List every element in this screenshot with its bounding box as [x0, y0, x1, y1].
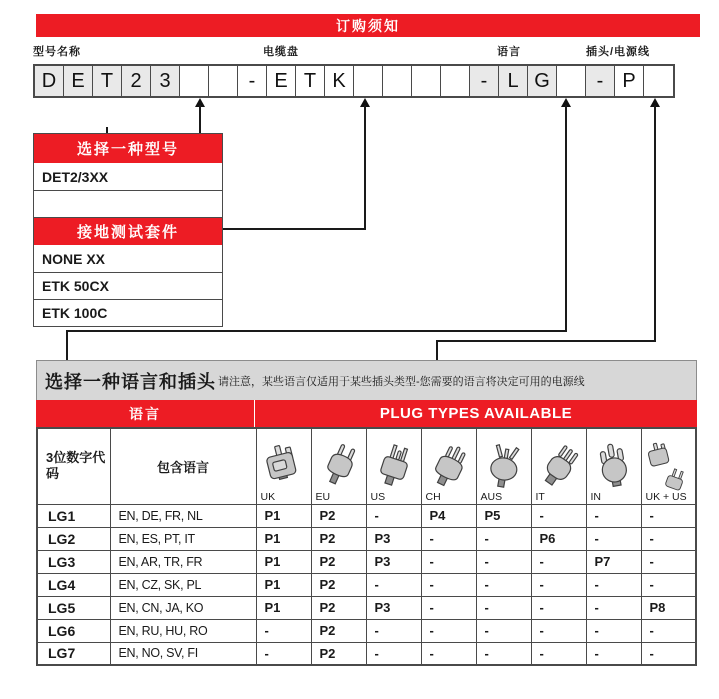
code-cell	[644, 66, 673, 96]
plug-availability-table	[36, 427, 697, 666]
code-cell: -	[470, 66, 499, 96]
plug-value: P2	[311, 596, 366, 619]
plug-value: -	[586, 573, 641, 596]
languages-list: EN, DE, FR, NL	[110, 504, 256, 527]
language-code: LG2	[37, 527, 110, 550]
plug-value: P2	[311, 619, 366, 642]
code-cell	[441, 66, 470, 96]
connector-line-language	[66, 330, 68, 360]
language-plug-section	[36, 360, 697, 666]
language-code: LG5	[37, 596, 110, 619]
languages-list: EN, AR, TR, FR	[110, 550, 256, 573]
plug-value: P7	[586, 550, 641, 573]
plug-value: -	[641, 619, 696, 642]
plug-column-us	[366, 428, 421, 504]
code-cell	[557, 66, 586, 96]
plug-value: -	[421, 642, 476, 665]
plug-type-label: CH	[425, 490, 441, 503]
kit-selector-header: 接地测试套件	[34, 217, 222, 245]
plug-value: -	[641, 642, 696, 665]
language-code: LG7	[37, 642, 110, 665]
table-row	[37, 619, 696, 642]
uk-plug-icon	[261, 440, 307, 496]
code-cell: L	[499, 66, 528, 96]
languages-list: EN, RU, HU, RO	[110, 619, 256, 642]
plug-type-label: US	[370, 490, 386, 503]
plug-value: -	[476, 573, 531, 596]
plug-value: -	[476, 642, 531, 665]
code-cell: E	[64, 66, 93, 96]
plug-value: -	[586, 642, 641, 665]
plug-value: -	[366, 642, 421, 665]
code-cell: P	[615, 66, 644, 96]
plug-value: -	[531, 596, 586, 619]
plug-value: P8	[641, 596, 696, 619]
languages-list: EN, NO, SV, FI	[110, 642, 256, 665]
model-code-grid	[33, 64, 675, 98]
plug-value: P1	[256, 596, 311, 619]
us-plug-icon	[371, 440, 417, 496]
plug-column-uk	[256, 428, 311, 504]
plug-value: P2	[311, 573, 366, 596]
table-row	[37, 550, 696, 573]
table-row	[37, 573, 696, 596]
plug-value: -	[476, 596, 531, 619]
plug-value: -	[531, 550, 586, 573]
plug-value: P2	[311, 642, 366, 665]
code-cell	[412, 66, 441, 96]
code-cell: 3	[151, 66, 180, 96]
plug-value: -	[421, 619, 476, 642]
code-cell	[354, 66, 383, 96]
languages-list: EN, CN, JA, KO	[110, 596, 256, 619]
languages-list: EN, ES, PT, IT	[110, 527, 256, 550]
plug-value: -	[256, 642, 311, 665]
connector-line-model	[199, 105, 201, 133]
plug-value: -	[531, 642, 586, 665]
code-cell: 2	[122, 66, 151, 96]
language-code: LG6	[37, 619, 110, 642]
code-cell: -	[586, 66, 615, 96]
code-cell: E	[267, 66, 296, 96]
it-plug-icon	[536, 440, 582, 496]
language-plug-section-header	[36, 360, 697, 400]
section-title: 选择一种语言和插头	[45, 371, 216, 392]
label-language: 语言	[497, 46, 521, 58]
kit-option: ETK 50CX	[34, 272, 222, 299]
connector-line-kit	[364, 105, 366, 230]
plug-value: P2	[311, 527, 366, 550]
ch-plug-icon	[426, 440, 472, 496]
plug-value: -	[586, 527, 641, 550]
in-plug-icon	[591, 440, 637, 496]
plug-value: -	[531, 619, 586, 642]
code-cell: G	[528, 66, 557, 96]
code-cell	[180, 66, 209, 96]
plug-value: -	[586, 619, 641, 642]
plug-value: -	[531, 573, 586, 596]
table-red-header	[36, 400, 697, 427]
plug-value: -	[256, 619, 311, 642]
plug-value: -	[421, 550, 476, 573]
plug-value: P2	[311, 550, 366, 573]
kit-option: ETK 100C	[34, 299, 222, 326]
label-model-name: 型号名称	[33, 46, 81, 58]
section-note: 请注意，某些语言仅适用于某些插头类型-您需要的语言将决定可用的电源线	[218, 375, 585, 388]
plug-value: P1	[256, 504, 311, 527]
code-cell: D	[35, 66, 64, 96]
plug-value: -	[366, 619, 421, 642]
language-header: 语言	[36, 400, 255, 427]
plug-value: P4	[421, 504, 476, 527]
label-cable-reel: 电缆盘	[263, 46, 299, 58]
languages-column-header: 包含语言	[110, 428, 256, 504]
plug-type-label: AUS	[480, 490, 503, 503]
plug-type-label: IT	[535, 490, 545, 503]
code-cell: K	[325, 66, 354, 96]
connector-line-plug	[436, 340, 438, 360]
plug-value: P6	[531, 527, 586, 550]
plug-value: -	[586, 504, 641, 527]
plug-value: P5	[476, 504, 531, 527]
plug-value: P1	[256, 550, 311, 573]
label-plug-cord: 插头/电源线	[586, 46, 651, 58]
code-cell	[209, 66, 238, 96]
connector-line-language	[565, 105, 567, 332]
plug-type-label: UK + US	[645, 490, 687, 503]
language-code: LG4	[37, 573, 110, 596]
plug-value: -	[421, 527, 476, 550]
table-row	[37, 642, 696, 665]
plug-value: -	[476, 527, 531, 550]
plug-column-aus	[476, 428, 531, 504]
plug-column-eu	[311, 428, 366, 504]
table-header-row	[37, 428, 696, 504]
plug-value: -	[366, 504, 421, 527]
plug-value: P2	[311, 504, 366, 527]
plug-value: -	[586, 596, 641, 619]
plug-value: -	[366, 573, 421, 596]
model-selector-header: 选择一种型号	[34, 134, 222, 163]
table-row	[37, 504, 696, 527]
plug-value: P3	[366, 596, 421, 619]
model-option: DET2/3XX	[34, 163, 222, 190]
plug-value: -	[476, 550, 531, 573]
aus-plug-icon	[481, 440, 527, 496]
code-column-header: 3位数字代码	[37, 428, 110, 504]
code-cell: -	[238, 66, 267, 96]
kit-option: NONE XX	[34, 245, 222, 272]
plug-value: -	[641, 504, 696, 527]
plug-value: -	[641, 527, 696, 550]
plug-column-it	[531, 428, 586, 504]
plug-type-label: EU	[315, 490, 331, 503]
table-row	[37, 596, 696, 619]
ordering-info-banner: 订购须知	[36, 14, 700, 37]
language-code: LG1	[37, 504, 110, 527]
plug-value: -	[531, 504, 586, 527]
plug-value: -	[476, 619, 531, 642]
uk-us-plug-icon	[644, 440, 692, 496]
languages-list: EN, CZ, SK, PL	[110, 573, 256, 596]
connector-line-kit	[223, 228, 366, 230]
plug-value: P1	[256, 527, 311, 550]
language-code: LG3	[37, 550, 110, 573]
plug-value: -	[641, 550, 696, 573]
plug-type-label: UK	[260, 490, 276, 503]
connector-line-language	[66, 330, 567, 332]
plug-column-in	[586, 428, 641, 504]
connector-line-plug	[654, 105, 656, 342]
plug-value: -	[641, 573, 696, 596]
plug-value: P3	[366, 527, 421, 550]
code-cell: T	[296, 66, 325, 96]
code-cell: T	[93, 66, 122, 96]
plug-value: -	[421, 596, 476, 619]
model-and-kit-selector	[33, 133, 223, 327]
plug-value: -	[421, 573, 476, 596]
plug-value: P1	[256, 573, 311, 596]
code-cell	[383, 66, 412, 96]
model-option-empty	[34, 190, 222, 217]
plug-value: P3	[366, 550, 421, 573]
plug-column-uk-us	[641, 428, 696, 504]
connector-line-plug	[436, 340, 656, 342]
plug-column-ch	[421, 428, 476, 504]
plug-type-label: IN	[590, 490, 601, 503]
eu-plug-icon	[316, 440, 362, 496]
plug-types-header: PLUG TYPES AVAILABLE	[379, 405, 573, 422]
table-row	[37, 527, 696, 550]
